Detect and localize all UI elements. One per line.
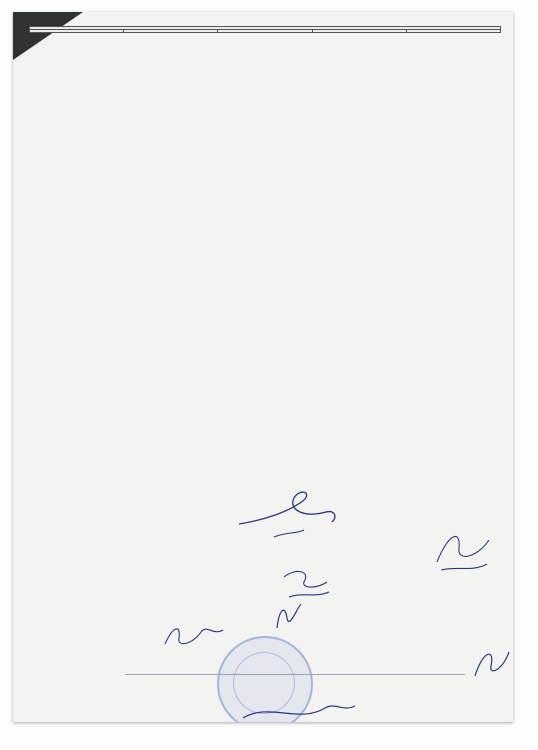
director-signature bbox=[234, 482, 344, 542]
names-signature bbox=[429, 522, 499, 577]
chef-handwritten-name bbox=[125, 661, 465, 675]
dark-corner bbox=[13, 12, 83, 60]
chef-signature bbox=[469, 642, 513, 687]
section-total bbox=[30, 30, 124, 33]
nurse-signature bbox=[159, 614, 229, 654]
checklist-table bbox=[29, 26, 501, 33]
section-total-row bbox=[30, 30, 501, 33]
pedagogue-signature bbox=[269, 598, 309, 636]
document-sheet bbox=[13, 12, 513, 722]
footer-signature bbox=[239, 698, 359, 722]
